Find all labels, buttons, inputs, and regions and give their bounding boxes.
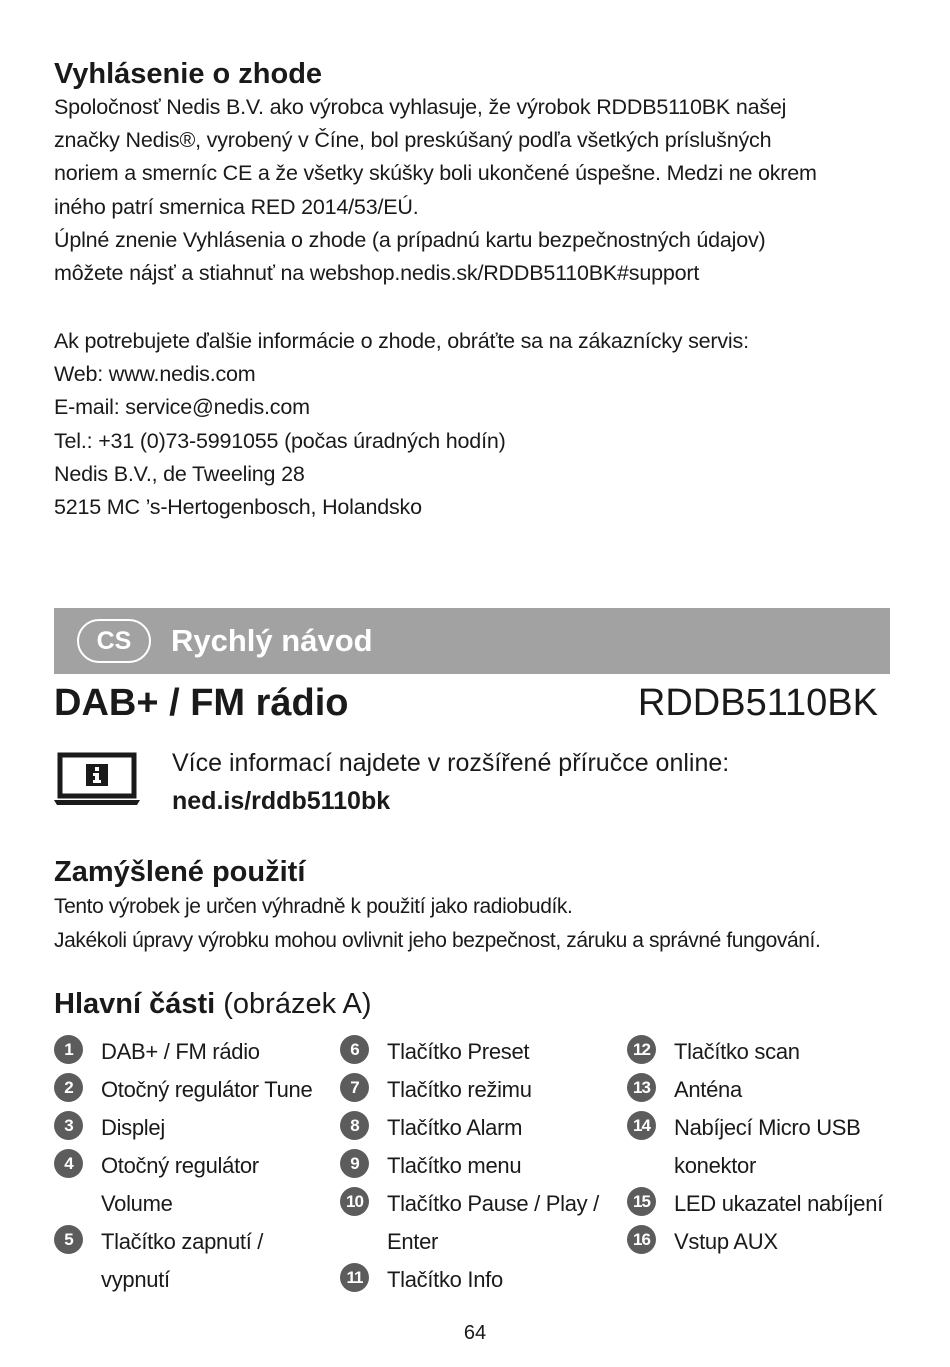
declaration-line: noriem a smerníc CE a že všetky skúšky boli ukončené úspešne. Medzi ne okrem	[54, 161, 817, 186]
part-number-badge: 7	[340, 1073, 369, 1102]
part-number-badge: 6	[340, 1035, 369, 1064]
parts-column-1	[54, 1033, 334, 1299]
part-label: Tlačítko Preset	[387, 1039, 530, 1064]
part-number-badge: 4	[54, 1149, 83, 1178]
page-number: 64	[463, 1322, 487, 1344]
declaration-line: môžete nájsť a stiahnuť na webshop.nedis.sk/RDDB5110BK#support	[54, 261, 700, 286]
contact-web: Web: www.nedis.com	[54, 362, 256, 387]
part-item	[340, 1109, 620, 1147]
declaration-body	[54, 91, 896, 290]
contact-block	[54, 325, 896, 524]
intended-use-line: Tento výrobek je určen výhradně k použití jako radiobudík.	[54, 895, 573, 918]
part-number-badge: 9	[340, 1149, 369, 1178]
part-label: Tlačítko Info	[387, 1267, 503, 1292]
part-number-badge: 16	[627, 1225, 656, 1254]
intended-use-line: Jakékoli úpravy výrobku mohou ovlivnit jeho bezpečnost, záruku a správné fungování.	[54, 928, 821, 952]
contact-address-2: 5215 MC ’s-Hertogenbosch, Holandsko	[54, 495, 422, 520]
part-number-badge: 12	[627, 1035, 656, 1064]
main-parts-title	[54, 985, 372, 1023]
quick-guide-header-bar	[54, 608, 890, 674]
part-number-badge: 1	[54, 1035, 83, 1064]
part-label: Anténa	[674, 1077, 742, 1102]
part-item	[627, 1109, 917, 1185]
laptop-info-icon	[54, 752, 140, 808]
product-code: RDDB5110BK	[637, 682, 878, 724]
part-item	[627, 1185, 917, 1223]
online-manual-text: Více informací najdete v rozšířené příručce online:	[172, 749, 730, 777]
declaration-title: Vyhlásenie o zhode	[54, 58, 323, 90]
part-label: Tlačítko Alarm	[387, 1115, 523, 1140]
part-item	[627, 1033, 917, 1071]
contact-intro: Ak potrebujete ďalšie informácie o zhode, obráťte sa na zákaznícky servis:	[54, 329, 749, 353]
part-label: Nabíjecí Micro USB konektor	[674, 1115, 861, 1178]
part-number-badge: 14	[627, 1111, 656, 1140]
part-item	[54, 1223, 334, 1299]
part-item	[627, 1223, 917, 1261]
part-item	[340, 1261, 620, 1299]
declaration-line: Úplné znenie Vyhlásenia o zhode (a prípadnú kartu bezpečnostných údajov)	[54, 227, 766, 252]
part-item	[627, 1071, 917, 1109]
part-number-badge: 13	[627, 1073, 656, 1102]
declaration-line: Spoločnosť Nedis B.V. ako výrobca vyhlasuje, že výrobok RDDB5110BK našej	[54, 95, 787, 119]
declaration-line: značky Nedis®, vyrobený v Číne, bol preskúšaný podľa všetkých príslušných	[54, 128, 772, 153]
parts-column-3	[627, 1033, 917, 1261]
quick-guide-title: Rychlý návod	[171, 623, 373, 658]
declaration-line: iného patrí smernica RED 2014/53/EÚ.	[54, 194, 419, 219]
part-item	[340, 1071, 620, 1109]
part-label: Tlačítko scan	[674, 1039, 800, 1064]
part-item	[340, 1033, 620, 1071]
product-name: DAB+ / FM rádio	[54, 682, 349, 724]
part-label: DAB+ / FM rádio	[101, 1039, 260, 1064]
part-number-badge: 11	[340, 1263, 369, 1292]
part-label: Otočný regulátor Tune	[101, 1077, 313, 1102]
part-item	[54, 1147, 334, 1223]
language-badge: CS	[77, 619, 151, 663]
online-manual-info	[172, 744, 729, 820]
contact-address-1: Nedis B.V., de Tweeling 28	[54, 461, 305, 486]
part-number-badge: 3	[54, 1111, 83, 1140]
part-item	[54, 1071, 334, 1109]
part-number-badge: 8	[340, 1111, 369, 1140]
part-number-badge: 5	[54, 1225, 83, 1254]
part-label: Displej	[101, 1115, 165, 1140]
part-item	[54, 1109, 334, 1147]
part-number-badge: 10	[340, 1187, 369, 1216]
main-parts-title-bold: Hlavní části	[54, 988, 216, 1020]
part-item	[340, 1185, 620, 1261]
part-item	[54, 1033, 334, 1071]
part-label: Vstup AUX	[674, 1229, 778, 1254]
intended-use-body	[54, 890, 896, 957]
online-manual-link[interactable]: ned.is/rddb5110bk	[172, 787, 391, 815]
part-label: Otočný regulátor Volume	[101, 1153, 259, 1216]
part-label: Tlačítko Pause / Play / Enter	[387, 1191, 599, 1254]
part-label: LED ukazatel nabíjení	[674, 1191, 883, 1216]
parts-column-2	[340, 1033, 620, 1299]
contact-tel: Tel.: +31 (0)73-5991055 (počas úradných hodín)	[54, 428, 506, 453]
part-label: Tlačítko zapnutí / vypnutí	[101, 1229, 264, 1292]
part-item	[340, 1147, 620, 1185]
main-parts-title-rest: (obrázek A)	[215, 988, 372, 1020]
intended-use-title: Zamýšlené použití	[54, 856, 306, 888]
part-label: Tlačítko menu	[387, 1153, 522, 1178]
contact-email: E-mail: service@nedis.com	[54, 395, 310, 420]
part-number-badge: 2	[54, 1073, 83, 1102]
part-number-badge: 15	[627, 1187, 656, 1216]
part-label: Tlačítko režimu	[387, 1077, 532, 1102]
